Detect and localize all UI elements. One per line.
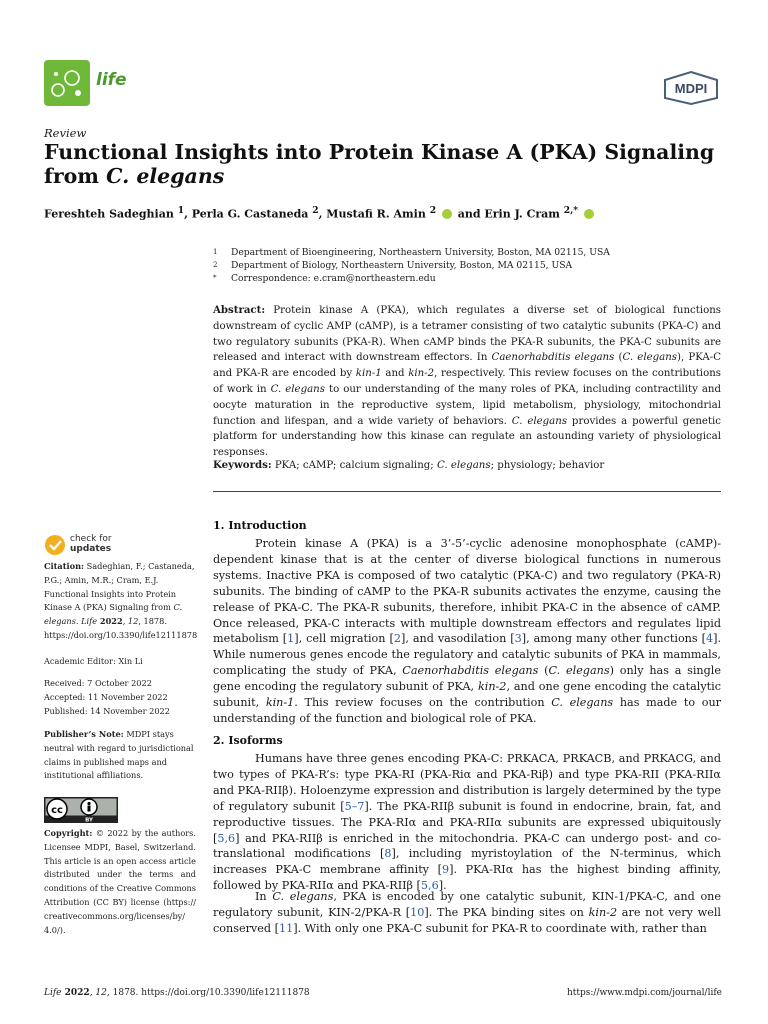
footer-citation: Life 2022, 12, 1878. https://doi.org/10.3390/life12111878 — [44, 988, 310, 998]
footer-journal-link[interactable]: https://www.mdpi.com/journal/life — [566, 988, 722, 998]
section-heading-introduction: 1. Introduction — [213, 519, 307, 532]
citation-link[interactable]: 9 — [441, 863, 450, 877]
check-for-updates-icon — [44, 534, 68, 556]
author-name[interactable]: , Perla G. Castaneda — [184, 207, 309, 221]
dates — [44, 677, 196, 718]
author-affil-ref: 1 — [177, 205, 185, 216]
citation-link[interactable]: 3 — [514, 632, 522, 646]
citation-link[interactable]: 2 — [393, 632, 401, 646]
affiliations — [213, 246, 610, 285]
keywords: Keywords: PKA; cAMP; calcium signaling; C. elegans; physiology; behavior — [213, 459, 605, 471]
citation-link[interactable]: 11 — [278, 921, 294, 935]
introduction-paragraph: Protein kinase A (PKA) is a 3’-5’-cyclic adenosine monophosphate (cAMP)-dependent kinase that is at the center of diverse biological functions in numerous systems. Inactive PKA is composed of two catalytic (PKA-C) and two regulatory (PKA-R) subunits. The binding of cAMP to the PKA-R subunits activates the enzyme, causing the release of PKA-C. The PKA-R subunits, therefore, inhibit PKA-C in the absence of cAMP. Once released, PKA-C interacts with multiple downstream effectors and regulates lipid metabolism [1], cell migration [2], and vasodilation [3], among many other functions [4]. While numerous genes encode the regulatory and catalytic subunits of PKA in mammals, complicating the study of PKA, Caenorhabditis elegans (C. elegans) only has a single gene encoding the regulatory subunit of PKA, kin-2, and one gene encoding the catalytic subunit, kin-1. This review focuses on the contribution C. elegans has made to our understanding of the function and biological role of PKA. — [213, 537, 722, 725]
journal-logo — [44, 60, 90, 106]
citation-link[interactable]: 5,6 — [217, 831, 236, 845]
abstract-label: Abstract: — [213, 304, 266, 316]
author-list — [44, 205, 724, 221]
page-title — [44, 140, 724, 188]
abstract: Abstract: Protein kinase A (PKA), which regulates a diverse set of biological functions downstream of cyclic AMP (cAMP), is a tetramer consisting of two catalytic subunits (PKA-C) and two regulatory subunits (PKA-R). When cAMP binds the PKA-R subunits, the PKA-C subunits are released and interact with downstream effectors. In Caenorhabditis elegans (C. elegans), PKA-C and PKA-R are encoded by kin-1 and kin-2, respectively. This review focuses on the contributions of work in C. elegans to our understanding of the many roles of PKA, including contractility and oocyte maturation in the reproductive system, lipid metabolism, physiology, mitochondrial function and lifespan, and a wide variety of behaviors. C. elegans provides a powerful genetic platform for understanding how this kinase can regulate an astounding variety of physiological responses. — [213, 304, 722, 459]
affiliation-item: 1 Department of Bioengineering, Northeastern University, Boston, MA 02115, USA — [213, 247, 610, 258]
orcid-icon[interactable] — [584, 209, 594, 219]
journal-name: life — [96, 70, 127, 90]
citation-link[interactable]: 10 — [410, 905, 425, 919]
date-accepted: Accepted: 11 November 2022 — [44, 691, 168, 702]
citation-link[interactable]: 1 — [287, 632, 295, 646]
mdpi-logo — [662, 70, 720, 106]
citation-link[interactable]: 5–7 — [344, 799, 365, 813]
author-affil-ref: 2 — [429, 205, 437, 216]
author-affil-ref: 2 — [312, 205, 319, 216]
citation-link[interactable]: 5,6 — [420, 879, 439, 893]
academic-editor: Academic Editor: Xin Li — [44, 656, 143, 666]
citation-link[interactable]: 4 — [705, 632, 714, 646]
section-heading-isoforms: 2. Isoforms — [213, 734, 283, 747]
citation-link[interactable]: 8 — [384, 847, 392, 861]
isoforms-paragraph: Humans have three genes encoding PKA-C: PRKACA, PRKACB, and PRKACG, and two types of PKA-R’s: type PKA-RI (PKA-Riα and PKA-Riβ) and type PKA-RII (PKA-RIIα and PKA-RIIβ). Holoenzyme expression and distribution is largely determined by the type of regulatory subunit [5–7]. The PKA-RIIβ subunit is found in endocrine, brain, fat, and reproductive tissues. The PKA-RIα and PKA-RIIα subunits are expressed ubiquitously [5,6] and PKA-RIIβ is enriched in the mitochondria. PKA-C can undergo post- and co-translational modifications [8], including myristoylation of the N-terminus, which increases PKA-C membrane affinity [9]. PKA-RIα has the highest binding affinity, followed by PKA-RIIα and PKA-RIIβ [5,6]. — [213, 752, 722, 893]
check-for-updates-badge[interactable] — [44, 534, 194, 556]
author-name[interactable]: and Erin J. Cram — [453, 207, 560, 221]
cc-by-label: BY — [85, 817, 93, 823]
author-name[interactable]: Fereshteh Sadeghian — [44, 207, 174, 221]
title-line2: from — [44, 164, 107, 188]
mdpi-logo-text: MDPI — [674, 81, 708, 96]
divider — [213, 491, 721, 492]
orcid-icon[interactable] — [442, 209, 452, 219]
title-organism: C. elegans — [106, 164, 225, 188]
isoforms-paragraph-2: In C. elegans, PKA is encoded by one catalytic subunit, KIN-1/PKA-C, and one regulatory subunit, KIN-2/PKA-R [10]. The PKA binding sites on kin-2 are not very well conserved [11]. With only one PKA-C subunit for PKA-R to coordinate with, rather than — [213, 890, 722, 935]
date-received: Received: 7 October 2022 — [44, 678, 152, 688]
check-for-updates-line2: updates — [70, 544, 112, 554]
check-for-updates-line1: check for — [70, 534, 112, 544]
title-line1: Functional Insights into Protein Kinase A (PKA) Signaling — [44, 140, 715, 164]
svg-text:cc: cc — [51, 805, 63, 816]
publisher-note: Publisher’s Note: MDPI stays neutral with regard to jurisdictional claims in published maps and institutional affiliations. — [44, 729, 194, 781]
affiliation-item: 2 Department of Biology, Northeastern University, Boston, MA 02115, USA — [213, 260, 573, 271]
citation: Citation: Sadeghian, F.; Castaneda, P.G.; Amin, M.R.; Cram, E.J. Functional Insights into Protein Kinase A (PKA) Signaling from C. elegans. Life 2022, 12, 1878. https://doi.org/10.3390/life12111878 — [44, 561, 198, 640]
article-type: Review — [44, 126, 87, 140]
author-name[interactable]: , Mustafi R. Amin — [318, 207, 426, 221]
date-published: Published: 14 November 2022 — [44, 705, 170, 716]
copyright: Copyright: © 2022 by the authors. Licensee MDPI, Basel, Switzerland. This article is an open access article distributed under the terms and conditions of the Creative Commons Attribution (CC BY) license (https:// creativecommons.org/licenses/by/ 4.0/). — [44, 828, 196, 935]
correspondence[interactable]: * Correspondence: e.cram@northeastern.edu — [213, 273, 436, 284]
keywords-label: Keywords: — [213, 459, 272, 471]
author-affil-ref: 2,* — [563, 205, 579, 216]
cc-by-license-badge[interactable] — [44, 797, 118, 823]
